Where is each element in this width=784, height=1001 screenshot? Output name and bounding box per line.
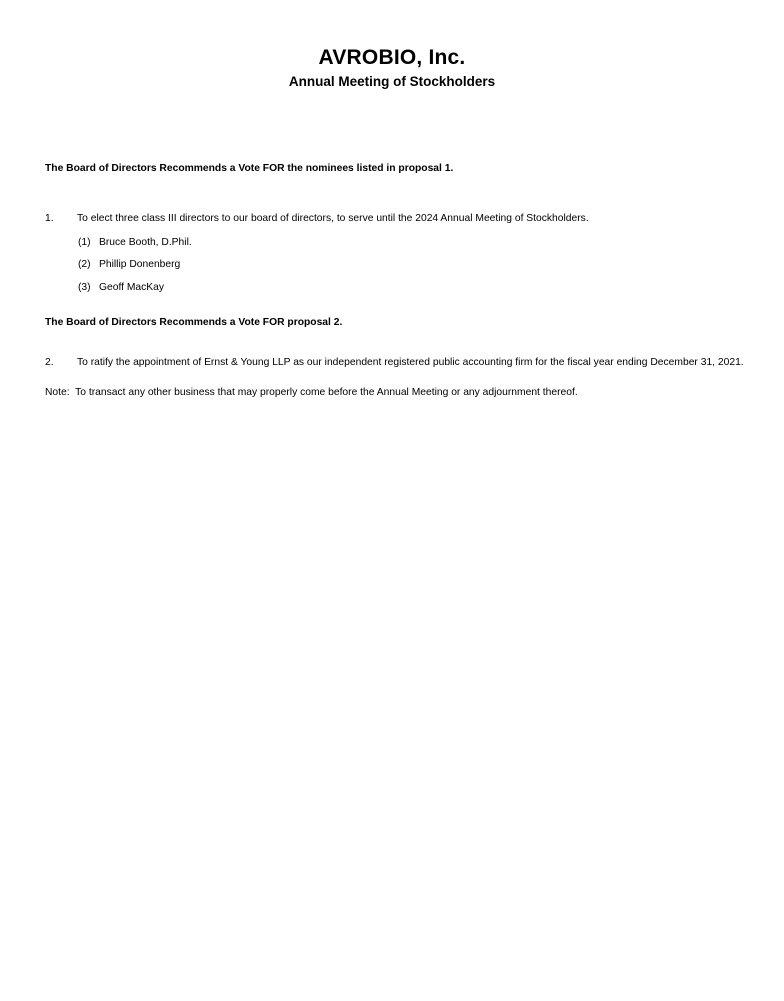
proposal-2-recommendation: The Board of Directors Recommends a Vote FOR proposal 2.	[45, 317, 343, 328]
document-title: AVROBIO, Inc.	[318, 46, 466, 69]
nominee-1-number: (1)	[78, 237, 91, 248]
proposal-2-text: To ratify the appointment of Ernst & Young LLP as our independent registered public accounting firm for the fiscal year ending December 31, 2021.	[77, 357, 744, 368]
nominee-1-name: Bruce Booth, D.Phil.	[99, 237, 192, 248]
proposal-1-text: To elect three class III directors to our board of directors, to serve until the 2024 Annual Meeting of Stockholders.	[77, 213, 589, 224]
proposal-1-recommendation: The Board of Directors Recommends a Vote FOR the nominees listed in proposal 1.	[45, 163, 454, 174]
nominee-2-number: (2)	[78, 259, 91, 270]
nominee-3-name: Geoff MacKay	[99, 282, 165, 293]
proposal-2-number: 2.	[45, 357, 54, 368]
document-subtitle: Annual Meeting of Stockholders	[288, 74, 496, 89]
nominee-2-name: Phillip Donenberg	[99, 259, 181, 270]
proposal-1-number: 1.	[45, 213, 54, 224]
note-text: Note: To transact any other business that may properly come before the Annual Meeting or any adjournment thereof.	[45, 387, 578, 398]
nominee-3-number: (3)	[78, 282, 91, 293]
